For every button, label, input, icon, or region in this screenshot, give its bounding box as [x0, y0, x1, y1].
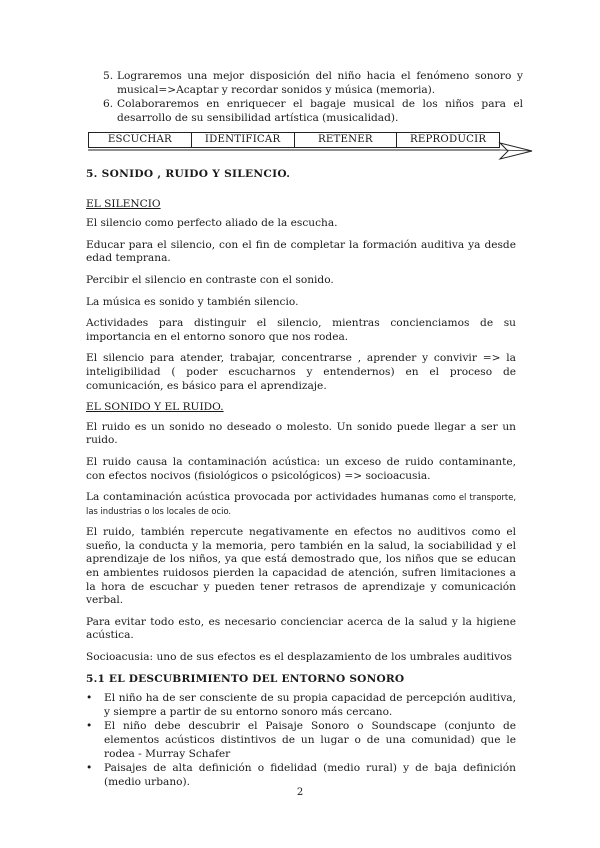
- item-text: Lograremos una mejor disposición del niño hacia el fenómeno sonoro y musical=>Acaptar y recordar sonidos y música (memoria).: [117, 70, 523, 96]
- item-number: 5.: [103, 70, 114, 82]
- page-number: 2: [296, 787, 304, 798]
- list-item: [86, 692, 516, 719]
- list-item: [103, 70, 523, 97]
- subheading-sonido-ruido: EL SONIDO Y EL RUIDO.: [86, 401, 224, 414]
- bullet-text: El niño debe descubrir el Paisaje Sonoro o Soundscape (conjunto de elementos acústicos distintivos de un lugar o de una comunidad) que le rodea - Murray Schafer: [104, 720, 516, 760]
- bullet-text: El niño ha de ser consciente de su propia capacidad de percepción auditiva, y siempre a partir de su entorno sonoro más cercano.: [104, 692, 516, 718]
- flow-step-retener: RETENER: [294, 132, 397, 148]
- bullet-icon: •: [86, 692, 93, 705]
- section-heading: 5. SONIDO , RUIDO Y SILENCIO.: [86, 168, 291, 180]
- paragraph: El ruido es un sonido no deseado o molesto. Un sonido puede llegar a ser un ruido.: [86, 420, 516, 447]
- flow-step-escuchar: ESCUCHAR: [88, 132, 191, 148]
- paragraph: La música es sonido y también silencio.: [86, 295, 299, 308]
- item-text: Colaboraremos en enriquecer el bagaje musical de los niños para el desarrollo de su sensibilidad artística (musicalidad).: [117, 98, 523, 124]
- main-content: [86, 168, 516, 790]
- flow-step-identificar: IDENTIFICAR: [191, 132, 294, 148]
- paragraph-small-text: como el transporte, las industrias o los locales de ocio.: [86, 492, 517, 516]
- paragraph: Para evitar todo esto, es necesario concienciar acerca de la salud y la higiene acústica.: [86, 615, 516, 642]
- paragraph: Percibir el silencio en contraste con el sonido.: [86, 273, 334, 286]
- paragraph: El ruido causa la contaminación acústica: un exceso de ruido contaminante, con efectos nocivos (fisiológicos o psicológicos) => socioacusia.: [86, 455, 516, 482]
- bullet-list: [86, 692, 516, 789]
- paragraph: El silencio como perfecto aliado de la escucha.: [86, 217, 338, 230]
- bullet-icon: •: [86, 762, 93, 775]
- paragraph: El silencio para atender, trabajar, concentrarse , aprender y convivir => la inteligibilidad ( poder escucharnos y entendernos) en el proceso de comunicación, es básico para el aprendizaje.: [86, 352, 516, 392]
- bullet-icon: •: [86, 720, 93, 733]
- paragraph-main-text: La contaminación acústica provocada por actividades humanas: [86, 491, 433, 504]
- flow-step-reproducir: REPRODUCIR: [396, 132, 500, 148]
- list-item: [103, 98, 523, 125]
- numbered-list: [103, 70, 523, 126]
- flow-arrow-icon: [88, 142, 533, 160]
- subheading-silencio: EL SILENCIO: [86, 197, 161, 210]
- paragraph: Educar para el silencio, con el fin de completar la formación auditiva ya desde edad temprana.: [86, 238, 516, 265]
- item-number: 6.: [103, 98, 114, 111]
- section-heading: 5.1 EL DESCUBRIMIENTO DEL ENTORNO SONORO: [86, 672, 405, 685]
- paragraph: Socioacusia: uno de sus efectos es el desplazamiento de los umbrales auditivos: [86, 651, 512, 664]
- paragraph-mixed: [86, 491, 516, 518]
- paragraph: El ruido, también repercute negativamente en efectos no auditivos como el sueño, la conducta y la memoria, pero también en la salud, la sociabilidad y el aprendizaje de los niños, ya que está demostrado que, los niños que se educan en ambientes ruidosos pierden la capacidad de atención, sufren limitaciones a la hora de escuchar y pueden tener retrasos de aprendizaje y comunicación verbal.: [86, 526, 516, 607]
- bullet-text: Paisajes de alta definición o fidelidad (medio rural) y de baja definición (medio urbano).: [104, 762, 516, 788]
- list-item: [86, 720, 516, 761]
- paragraph: Actividades para distinguir el silencio, mientras concienciamos de su importancia en el entorno sonoro que nos rodea.: [86, 317, 516, 343]
